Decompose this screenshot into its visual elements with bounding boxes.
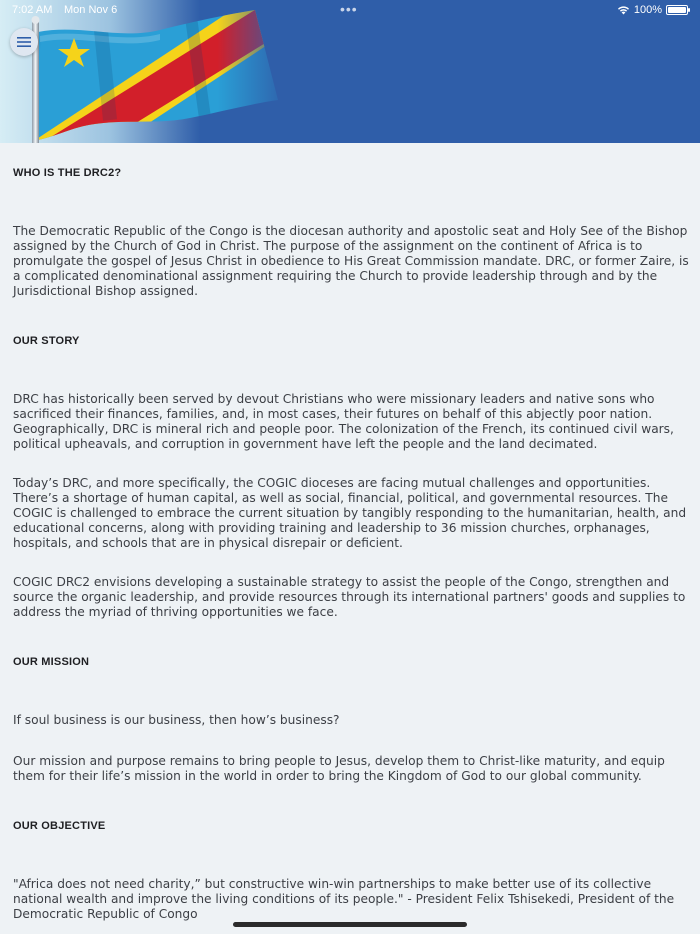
section-heading-story: OUR STORY	[13, 335, 80, 347]
drc-flag-image	[0, 0, 290, 143]
section-heading-who: WHO IS THE DRC2?	[13, 167, 122, 179]
menu-button[interactable]	[10, 28, 38, 56]
paragraph-story-1: DRC has historically been served by devout Christians who were missionary leaders and native sons who sacrificed their finances, families, and, in most cases, their futures on behalf of this abjectly poor nation. Geographically, DRC is mineral rich and people poor. The colonization of the French, its continued civil wars, political upheavals, and corruption in government have left the people and the land decimated.	[13, 392, 674, 451]
section-heading-mission: OUR MISSION	[13, 656, 90, 668]
status-indicators	[617, 4, 688, 16]
wifi-icon	[617, 5, 630, 15]
hamburger-menu-icon	[17, 36, 31, 48]
section-heading-objective: OUR OBJECTIVE	[13, 820, 106, 832]
battery-percentage: 100%	[633, 4, 662, 16]
paragraph-mission-2: Our mission and purpose remains to bring people to Jesus, develop them to Christ-like maturity, and equip them for their life’s mission in the world in order to bring the Kingdom of God to our global community.	[13, 754, 665, 783]
header-banner	[0, 0, 700, 143]
multitasking-dots-icon[interactable]: •••	[340, 1, 358, 17]
paragraph-mission-1: If soul business is our business, then how’s business?	[13, 713, 340, 727]
flag-illustration	[0, 0, 290, 143]
paragraph-who: The Democratic Republic of the Congo is the diocesan authority and apostolic seat and Holy See of the Bishop assigned by the Church of God in Christ. The purpose of the assignment on the continent of Africa is to promulgate the gospel of Jesus Christ in obedience to His Great Commission mandate. DRC, or former Zaire, is a complicated denominational assignment requiring the Church to provide leadership through and by the Jurisdictional Bishop assigned.	[13, 224, 689, 298]
paragraph-story-3: COGIC DRC2 envisions developing a sustainable strategy to assist the people of the Congo, strengthen and source the organic leadership, and provide resources through its international partners' goods and supplies to address the myriad of thriving opportunities we face.	[13, 575, 686, 619]
status-time: 7:02 AM	[12, 4, 53, 16]
home-indicator[interactable]	[233, 922, 467, 927]
status-bar	[0, 0, 700, 20]
battery-icon	[666, 5, 688, 15]
status-date: Mon Nov 6	[64, 4, 118, 16]
paragraph-objective: "Africa does not need charity,” but constructive win-win partnerships to make better use of its collective national wealth and improve the living conditions of its people." - President Felix Tshisekedi, President of the Democratic Republic of Congo	[13, 877, 675, 921]
paragraph-story-2: Today’s DRC, and more specifically, the COGIC dioceses are facing mutual challenges and opportunities. There’s a shortage of human capital, as well as social, financial, political, and governmental resources. The COGIC is challenged to embrace the current situation by tangibly responding to the humanitarian, health, and educational concerns, along with providing training and leadership to 36 mission churches, orphanages, hospitals, and schools that are in physical disrepair or deficient.	[13, 476, 687, 550]
